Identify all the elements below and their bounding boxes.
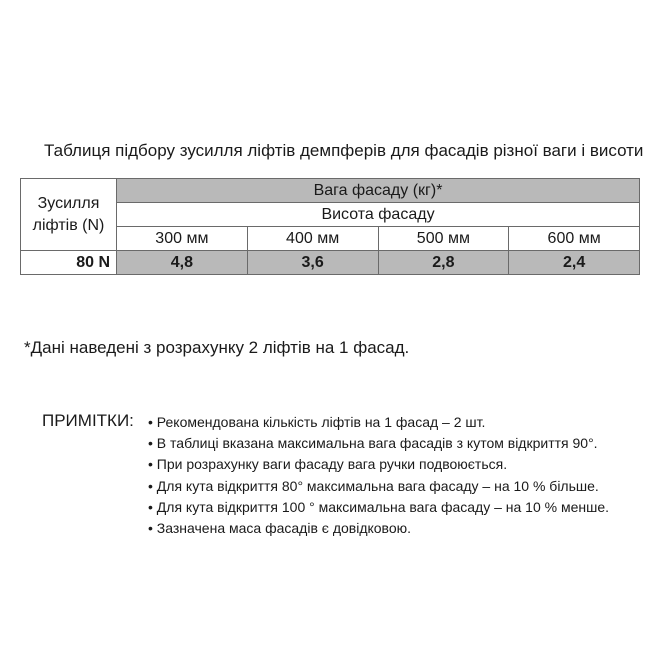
weight-value: 4,8 xyxy=(117,251,248,275)
weight-value: 2,4 xyxy=(509,251,640,275)
force-value: 80 N xyxy=(21,251,117,275)
weight-value: 2,8 xyxy=(378,251,509,275)
list-item: • Для кута відкриття 100 ° максимальна вага фасаду – на 10 % менше. xyxy=(148,497,609,518)
list-item: • Для кута відкриття 80° максимальна вага фасаду – на 10 % більше. xyxy=(148,476,609,497)
list-item: • Зазначена маса фасадів є довідковою. xyxy=(148,518,609,539)
list-item: • При розрахунку ваги фасаду вага ручки подвоюється. xyxy=(148,454,609,475)
table-row xyxy=(21,251,640,275)
height-header: Висота фасаду xyxy=(117,203,640,227)
page-title: Таблиця підбору зусилля ліфтів демпферів для фасадів різної ваги і висоти xyxy=(44,141,644,160)
notes-list xyxy=(148,412,609,539)
height-cell: 400 мм xyxy=(247,227,378,251)
list-item: • В таблиці вказана максимальна вага фасадів з кутом відкриття 90°. xyxy=(148,433,609,454)
height-cell: 500 мм xyxy=(378,227,509,251)
footnote: *Дані наведені з розрахунку 2 ліфтів на 1 фасад. xyxy=(24,338,410,357)
weight-value: 3,6 xyxy=(247,251,378,275)
height-cell: 600 мм xyxy=(509,227,640,251)
force-column-header: Зусилля ліфтів (N) xyxy=(21,179,117,251)
weight-header: Вага фасаду (кг)* xyxy=(117,179,640,203)
weight-header-row xyxy=(21,179,640,203)
notes-label: ПРИМІТКИ: xyxy=(42,411,134,430)
list-item: • Рекомендована кількість ліфтів на 1 фасад – 2 шт. xyxy=(148,412,609,433)
force-selection-table xyxy=(20,178,640,275)
height-cell: 300 мм xyxy=(117,227,248,251)
